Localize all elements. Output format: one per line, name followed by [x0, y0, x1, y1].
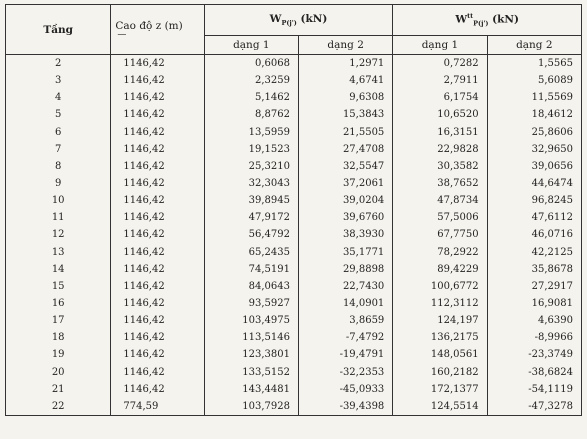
cell-wp-dang2: -45,0933 — [298, 381, 392, 398]
header-dang1-b: dạng 1 — [393, 36, 487, 55]
table-row — [6, 141, 582, 158]
header-cao-do-label: Cao độ z (m) — [115, 19, 183, 32]
cell-wp-dang1: 143,4481 — [204, 381, 298, 398]
cell-wp-dang2: 9,6308 — [298, 89, 392, 106]
cell-wp-dang1: 93,5927 — [204, 295, 298, 312]
cell-cao-do: 1146,42 — [111, 226, 204, 243]
table-header — [6, 5, 582, 55]
cell-wph-dang2: 1,5565 — [487, 55, 581, 73]
cell-wp-dang2: 29,8898 — [298, 261, 392, 278]
cell-tang: 9 — [6, 175, 111, 192]
cell-cao-do: 1146,42 — [111, 244, 204, 261]
cell-cao-do: 1146,42 — [111, 72, 204, 89]
cell-wp-dang1: 74,5191 — [204, 261, 298, 278]
cell-cao-do: 1146,42 — [111, 364, 204, 381]
table-row — [6, 398, 582, 416]
cell-wph-dang2: 35,8678 — [487, 261, 581, 278]
cell-wp-dang2: 1,2971 — [298, 55, 392, 73]
table-row — [6, 226, 582, 243]
cell-wph-dang1: 0,7282 — [393, 55, 487, 73]
cell-wph-dang2: 47,6112 — [487, 209, 581, 226]
cell-tang: 20 — [6, 364, 111, 381]
cell-wp-dang2: 32,5547 — [298, 158, 392, 175]
cell-tang: 13 — [6, 244, 111, 261]
cell-wp-dang2: -39,4398 — [298, 398, 392, 416]
cell-cao-do: 1146,42 — [111, 192, 204, 209]
cell-wph-dang2: 96,8245 — [487, 192, 581, 209]
cell-wp-dang1: 25,3210 — [204, 158, 298, 175]
cell-wph-dang1: 30,3582 — [393, 158, 487, 175]
cell-wph-dang2: 18,4612 — [487, 106, 581, 123]
cell-tang: 17 — [6, 312, 111, 329]
cell-wph-dang1: 136,2175 — [393, 329, 487, 346]
cell-wph-dang2: 11,5569 — [487, 89, 581, 106]
cell-cao-do: 1146,42 — [111, 295, 204, 312]
cell-wph-dang2: 5,6089 — [487, 72, 581, 89]
cell-wp-dang1: 84,0643 — [204, 278, 298, 295]
cell-cao-do: 1146,42 — [111, 329, 204, 346]
cell-wph-dang2: 46,0716 — [487, 226, 581, 243]
cell-wph-dang2: 16,9081 — [487, 295, 581, 312]
table-row — [6, 244, 582, 261]
cell-wph-dang1: 89,4229 — [393, 261, 487, 278]
cell-tang: 21 — [6, 381, 111, 398]
table-body — [6, 55, 582, 416]
cell-wp-dang1: 2,3259 — [204, 72, 298, 89]
cell-cao-do: 774,59 — [111, 398, 204, 416]
cell-wp-dang2: 39,0204 — [298, 192, 392, 209]
cell-tang: 19 — [6, 346, 111, 363]
table-row — [6, 106, 582, 123]
table-row — [6, 312, 582, 329]
table-row — [6, 295, 582, 312]
cell-tang: 14 — [6, 261, 111, 278]
cell-wph-dang2: -38,6824 — [487, 364, 581, 381]
header-cao-do-dash: — — [117, 29, 127, 40]
table-row — [6, 158, 582, 175]
cell-wp-dang2: 22,7430 — [298, 278, 392, 295]
header-wp-unit: (kN) — [300, 12, 328, 25]
cell-tang: 2 — [6, 55, 111, 73]
cell-wph-dang1: 22,9828 — [393, 141, 487, 158]
cell-wp-dang1: 123,3801 — [204, 346, 298, 363]
cell-cao-do: 1146,42 — [111, 261, 204, 278]
cell-cao-do: 1146,42 — [111, 55, 204, 73]
cell-tang: 22 — [6, 398, 111, 416]
cell-wp-dang1: 65,2435 — [204, 244, 298, 261]
header-dang2: dạng 2 — [298, 36, 392, 55]
data-table — [5, 4, 582, 416]
cell-wph-dang1: 160,2182 — [393, 364, 487, 381]
cell-wp-dang1: 8,8762 — [204, 106, 298, 123]
cell-tang: 7 — [6, 141, 111, 158]
cell-wp-dang2: 39,6760 — [298, 209, 392, 226]
header-wp — [204, 5, 393, 36]
cell-cao-do: 1146,42 — [111, 158, 204, 175]
table-row — [6, 124, 582, 141]
header-dang1: dạng 1 — [204, 36, 298, 55]
cell-wp-dang1: 103,4975 — [204, 312, 298, 329]
cell-wph-dang2: -47,3278 — [487, 398, 581, 416]
cell-wph-dang2: 27,2917 — [487, 278, 581, 295]
cell-wp-dang1: 5,1462 — [204, 89, 298, 106]
cell-wph-dang1: 47,8734 — [393, 192, 487, 209]
table-row — [6, 364, 582, 381]
cell-wp-dang1: 13,5959 — [204, 124, 298, 141]
cell-wp-dang1: 19,1523 — [204, 141, 298, 158]
cell-cao-do: 1146,42 — [111, 346, 204, 363]
cell-wph-dang2: 32,9650 — [487, 141, 581, 158]
cell-wph-dang2: 25,8606 — [487, 124, 581, 141]
cell-wp-dang1: 113,5146 — [204, 329, 298, 346]
cell-wp-dang1: 103,7928 — [204, 398, 298, 416]
cell-wph-dang2: 39,0656 — [487, 158, 581, 175]
cell-wph-dang2: -8,9966 — [487, 329, 581, 346]
cell-cao-do: 1146,42 — [111, 381, 204, 398]
table-row — [6, 175, 582, 192]
cell-wp-dang2: 35,1771 — [298, 244, 392, 261]
table-row — [6, 89, 582, 106]
cell-cao-do: 1146,42 — [111, 312, 204, 329]
cell-wp-dang2: 15,3843 — [298, 106, 392, 123]
cell-wph-dang2: -23,3749 — [487, 346, 581, 363]
header-tang: Tầng — [6, 5, 111, 55]
cell-tang: 12 — [6, 226, 111, 243]
cell-wph-dang1: 2,7911 — [393, 72, 487, 89]
header-wp-main: W — [269, 12, 282, 25]
cell-wph-dang1: 124,5514 — [393, 398, 487, 416]
cell-tang: 3 — [6, 72, 111, 89]
cell-wph-dang1: 78,2922 — [393, 244, 487, 261]
header-cao-do — [111, 5, 204, 55]
cell-wp-dang2: 21,5505 — [298, 124, 392, 141]
cell-cao-do: 1146,42 — [111, 278, 204, 295]
cell-wph-dang2: -54,1119 — [487, 381, 581, 398]
cell-wp-dang2: 3,8659 — [298, 312, 392, 329]
cell-wp-dang2: 4,6741 — [298, 72, 392, 89]
cell-wp-dang2: -7,4792 — [298, 329, 392, 346]
cell-tang: 11 — [6, 209, 111, 226]
cell-wph-dang1: 38,7652 — [393, 175, 487, 192]
table-row — [6, 261, 582, 278]
header-wph-unit: (kN) — [492, 13, 519, 26]
table-row — [6, 72, 582, 89]
cell-cao-do: 1146,42 — [111, 209, 204, 226]
cell-wph-dang2: 44,6474 — [487, 175, 581, 192]
cell-wp-dang2: -19,4791 — [298, 346, 392, 363]
cell-wp-dang1: 39,8945 — [204, 192, 298, 209]
cell-cao-do: 1146,42 — [111, 106, 204, 123]
cell-wp-dang1: 47,9172 — [204, 209, 298, 226]
cell-wp-dang2: 38,3930 — [298, 226, 392, 243]
cell-wph-dang1: 100,6772 — [393, 278, 487, 295]
cell-wph-dang1: 6,1754 — [393, 89, 487, 106]
table-row — [6, 209, 582, 226]
table-row — [6, 329, 582, 346]
table-row — [6, 55, 582, 73]
table-row — [6, 192, 582, 209]
table-row — [6, 381, 582, 398]
cell-wph-dang2: 42,2125 — [487, 244, 581, 261]
cell-wp-dang2: -32,2353 — [298, 364, 392, 381]
cell-cao-do: 1146,42 — [111, 124, 204, 141]
cell-wph-dang1: 124,197 — [393, 312, 487, 329]
header-wph-sup: tt — [467, 12, 474, 21]
cell-tang: 10 — [6, 192, 111, 209]
cell-tang: 8 — [6, 158, 111, 175]
cell-wp-dang2: 14,0901 — [298, 295, 392, 312]
cell-wph-dang1: 67,7750 — [393, 226, 487, 243]
cell-tang: 16 — [6, 295, 111, 312]
cell-wph-dang1: 148,0561 — [393, 346, 487, 363]
header-dang2-b: dạng 2 — [487, 36, 581, 55]
cell-wph-dang1: 16,3151 — [393, 124, 487, 141]
cell-wph-dang2: 4,6390 — [487, 312, 581, 329]
header-wph-main: W — [455, 13, 468, 26]
table-row — [6, 278, 582, 295]
header-wph-sub: P(j') — [473, 19, 489, 28]
cell-wph-dang1: 112,3112 — [393, 295, 487, 312]
cell-wp-dang1: 56,4792 — [204, 226, 298, 243]
cell-cao-do: 1146,42 — [111, 175, 204, 192]
cell-cao-do: 1146,42 — [111, 141, 204, 158]
cell-tang: 4 — [6, 89, 111, 106]
cell-wp-dang2: 37,2061 — [298, 175, 392, 192]
cell-tang: 6 — [6, 124, 111, 141]
cell-wp-dang2: 27,4708 — [298, 141, 392, 158]
table-row — [6, 346, 582, 363]
cell-wp-dang1: 32,3043 — [204, 175, 298, 192]
cell-wph-dang1: 57,5006 — [393, 209, 487, 226]
header-wp-sub: P(j') — [281, 19, 297, 28]
cell-wp-dang1: 0,6068 — [204, 55, 298, 73]
header-wph — [393, 5, 582, 36]
cell-wph-dang1: 172,1377 — [393, 381, 487, 398]
cell-wph-dang1: 10,6520 — [393, 106, 487, 123]
cell-wp-dang1: 133,5152 — [204, 364, 298, 381]
cell-cao-do: 1146,42 — [111, 89, 204, 106]
cell-tang: 15 — [6, 278, 111, 295]
cell-tang: 5 — [6, 106, 111, 123]
cell-tang: 18 — [6, 329, 111, 346]
